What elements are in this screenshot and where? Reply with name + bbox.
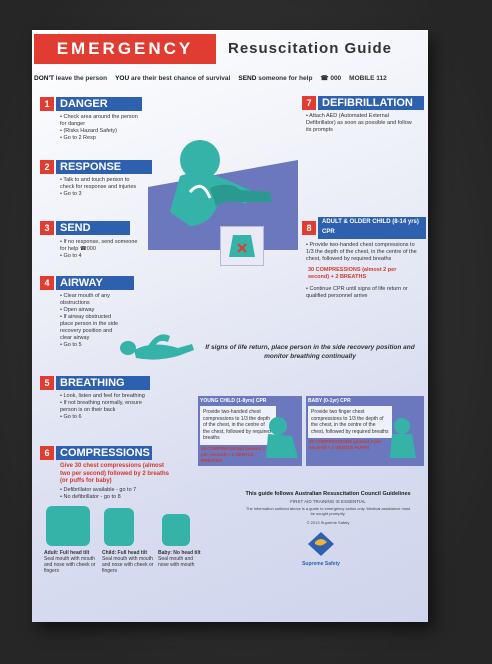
warning-dont-text: leave the person [55, 74, 108, 82]
step-3-line: • If no response, send someone for help ☎000 [60, 239, 142, 253]
warning-send-text: someone for help [258, 74, 313, 82]
step-6-bullets [60, 487, 170, 501]
warning-bar [34, 72, 426, 84]
baby-airway-illustration [162, 514, 190, 546]
step-3-title: SEND [56, 221, 130, 235]
caption-text: Seal mouth and nose with mouth [158, 556, 195, 568]
hand-position-box [220, 226, 264, 266]
step-1-title: DANGER [56, 97, 142, 111]
caption-title: Baby: No head tilt [158, 550, 201, 556]
step-5-line: • Go to 6 [60, 414, 148, 421]
young-child-text: Provide two-handed chest compressions to 1/3 the depth of the chest, in the centre of the chest, followed by required breaths [200, 406, 276, 445]
step-8-title: ADULT & OLDER CHILD (8-14 yrs) CPR [318, 217, 426, 239]
warning-mobile: MOBILE 112 [349, 74, 387, 82]
baby-highlight: 30 COMPRESSIONS (almost 2 per second) + 2 GENTLE PUFFS [309, 439, 382, 450]
step-7-line: • Attach AED (Automated External Defibrillator) as soon as possible and follow its prompts [306, 113, 416, 134]
step-2-title: RESPONSE [56, 160, 152, 174]
step-7-number: 7 [302, 96, 316, 110]
baby-airway-caption [158, 550, 204, 568]
guide-title: Resuscitation Guide [228, 40, 393, 57]
step-5-line: • Look, listen and feel for breathing [60, 393, 148, 400]
child-airway-caption [102, 550, 156, 574]
brand-name: Supreme Safety [302, 561, 340, 567]
step-2-line: • Talk to and touch person to check for response and injuries [60, 177, 140, 191]
step-4-line: • Open airway [60, 307, 122, 314]
step-4-line: • If airway obstructed place person in the side recovery position and clear airway [60, 314, 122, 342]
recovery-position-illustration [108, 318, 200, 368]
step-2-bullets [60, 177, 140, 198]
child-airway-illustration [104, 508, 134, 546]
young-child-highlight: 30 COMPRESSIONS (almost 2 per second) + 2 GENTLE BREATHS [201, 445, 266, 463]
step-3-line: • Go to 4 [60, 253, 142, 260]
guidelines-text: This guide follows Australian Resuscitation Council Guidelines [245, 491, 411, 497]
caption-title: Adult: Full head tilt [44, 550, 90, 556]
step-6-title: COMPRESSIONS [56, 446, 152, 460]
adult-airway-illustration [46, 506, 90, 546]
caption-text: Seal mouth with mouth and nose with cheek or fingers [44, 556, 96, 574]
warning-dont-key: DON'T [34, 74, 54, 82]
step-1-number: 1 [40, 97, 54, 111]
step-6-line: • Defibrillator available - go to 7 [60, 487, 170, 494]
disclaimer-text: The information outlined above is a guide to emergency action only. Medical assistance must be sought promptly. [245, 506, 411, 516]
step-8-continue [306, 286, 420, 300]
step-8-bullets [306, 242, 420, 263]
step-8-line: • Provide two-handed chest compressions to 1/3 the depth of the chest, in the centre of the chest, followed by required breaths [306, 242, 420, 263]
warning-you-key: YOU [115, 74, 130, 82]
supreme-safety-logo [306, 530, 336, 558]
step-5-number: 5 [40, 376, 54, 390]
emergency-title: EMERGENCY [34, 34, 216, 64]
recovery-note: If signs of life return, place person in the side recovery position and monitor breathing continually [205, 344, 415, 360]
step-8-number: 8 [302, 221, 316, 235]
step-4-number: 4 [40, 276, 54, 290]
compressions-highlight: Give 30 chest compressions (almost two per second) followed by 2 breaths (or puffs for baby) [60, 463, 170, 484]
young-child-title: YOUNG CHILD (1-8yrs) CPR [200, 398, 267, 404]
young-child-cpr-illustration [262, 412, 302, 464]
step-6-number: 6 [40, 446, 54, 460]
caption-title: Child: Full head tilt [102, 550, 147, 556]
step-7-title: DEFIBRILLATION [318, 96, 424, 110]
step-5-title: BREATHING [56, 376, 150, 390]
step-3-number: 3 [40, 221, 54, 235]
step-4-line: • Clear mouth of any obstructions [60, 293, 122, 307]
adult-airway-caption [44, 550, 100, 574]
step-5-line: • If not breathing normally, ensure person is on their back [60, 400, 148, 414]
step-3-bullets [60, 239, 142, 260]
step-4-title: AIRWAY [56, 276, 134, 290]
step-2-number: 2 [40, 160, 54, 174]
step-1-line: • Check area around the person for danger [60, 114, 140, 128]
step-7-bullets [306, 113, 416, 134]
baby-cpr-illustration [384, 412, 422, 464]
step-6-line: • No defibrillator - go to 8 [60, 494, 170, 501]
copyright-text: © 2013 Supreme Safety [306, 520, 350, 525]
cpr-illustration [150, 128, 300, 238]
step-1-line: • Go to 2 Resp [60, 135, 140, 142]
cpr-highlight: 30 COMPRESSIONS (almost 2 per second) + 2 BREATHS [308, 267, 397, 280]
step-1-bullets [60, 114, 140, 142]
warning-you-text: are their best chance of survival [131, 74, 231, 82]
step-5-bullets [60, 393, 148, 421]
step-1-line: • (Risks Hazard Safety) [60, 128, 140, 135]
step-4-line: • Go to 5 [60, 342, 122, 349]
baby-text: Provide two finger chest compressions to 1/3 the depth of the chest, in the centre of the chest, followed by required breaths [308, 406, 392, 438]
step-2-line: • Go to 3 [60, 191, 140, 198]
baby-title: BABY (0-1yr) CPR [308, 398, 351, 404]
chest-diagram-icon [221, 227, 263, 265]
caption-text: Seal mouth with mouth and nose with cheek or fingers [102, 556, 154, 574]
step-8-line: • Continue CPR until signs of life return or qualified personnel arrive [306, 286, 420, 300]
warning-phone: ☎ 000 [320, 75, 342, 82]
warning-send-key: SEND [238, 74, 257, 82]
training-text: FIRST AID TRAINING IS ESSENTIAL [290, 499, 366, 504]
